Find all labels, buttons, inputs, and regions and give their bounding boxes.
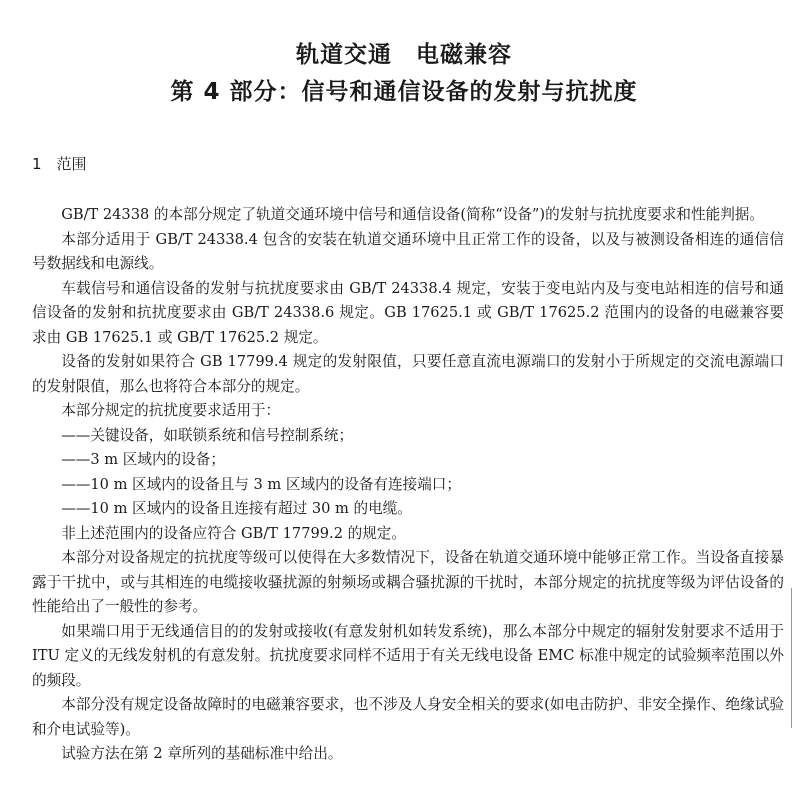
paragraph: 车载信号和通信设备的发射与抗扰度要求由 GB/T 24338.4 规定，安装于变电站内及与变电站相连的信号和通信设备的发射和抗扰度要求由 GB/T 24338.6 规定。GB 17625.1 或 GB/T 17625.2 范围内的设备的电磁兼容要求由 GB 17625.1 或 GB/T 17625.2 规定。 (32, 279, 784, 346)
list-item: ——3 m 区域内的设备； (61, 451, 225, 468)
section-heading: 1 范围 (32, 155, 87, 173)
paragraph: 试验方法在第 2 章所列的基础标准中给出。 (61, 745, 343, 762)
list-item: ——关键设备，如联锁系统和信号控制系统； (61, 426, 354, 444)
margin-rule (791, 588, 792, 728)
paragraph: 本部分对设备规定的抗扰度等级可以使得在大多数情况下，设备在轨道交通环境中能够正常工作。当设备直接暴露于干扰中，或与其相连的电缆接收骚扰源的射频场或耦合骚扰源的干扰时，本部分规定的抗扰度等级为评估设备的性能给出了一般性的参考。 (32, 549, 784, 615)
paragraph: 本部分没有规定设备故障时的电磁兼容要求，也不涉及人身安全相关的要求(如电击防护、非安全操作、绝缘试验和介电试验等)。 (32, 696, 784, 738)
document-title-line-1: 轨道交通 电磁兼容 (296, 42, 512, 68)
paragraph: 非上述范围内的设备应符合 GB/T 17799.2 的规定。 (61, 524, 406, 542)
paragraph: 设备的发射如果符合 GB 17799.4 规定的发射限值，只要任意直流电源端口的发射小于所规定的交流电源端口的发射限值，那么也将符合本部分的规定。 (32, 353, 784, 395)
list-item: ——10 m 区域内的设备且与 3 m 区域内的设备有连接端口； (61, 475, 461, 493)
list-item: ——10 m 区域内的设备且连接有超过 30 m 的电缆。 (61, 500, 412, 517)
paragraph: 本部分规定的抗扰度要求适用于： (61, 402, 281, 419)
section-body (32, 203, 784, 767)
paragraph: 本部分适用于 GB/T 24338.4 包含的安装在轨道交通环境中且正常工作的设备，以及与被测设备相连的通信信号数据线和电源线。 (32, 230, 784, 272)
paragraph: GB/T 24338 的本部分规定了轨道交通环境中信号和通信设备(简称“设备”)的发射与抗扰度要求和性能判据。 (61, 206, 764, 223)
document-title-line-2: 第 4 部分：信号和通信设备的发射与抗扰度 (170, 79, 638, 105)
paragraph: 如果端口用于无线通信目的的发射或接收(有意发射机如转发系统)，那么本部分中规定的辐射发射要求不适用于 ITU 定义的无线发射机的有意发射。抗扰度要求同样不适用于有关无线电设备 EMC 标准中规定的试验频率范围以外的频段。 (32, 622, 784, 689)
